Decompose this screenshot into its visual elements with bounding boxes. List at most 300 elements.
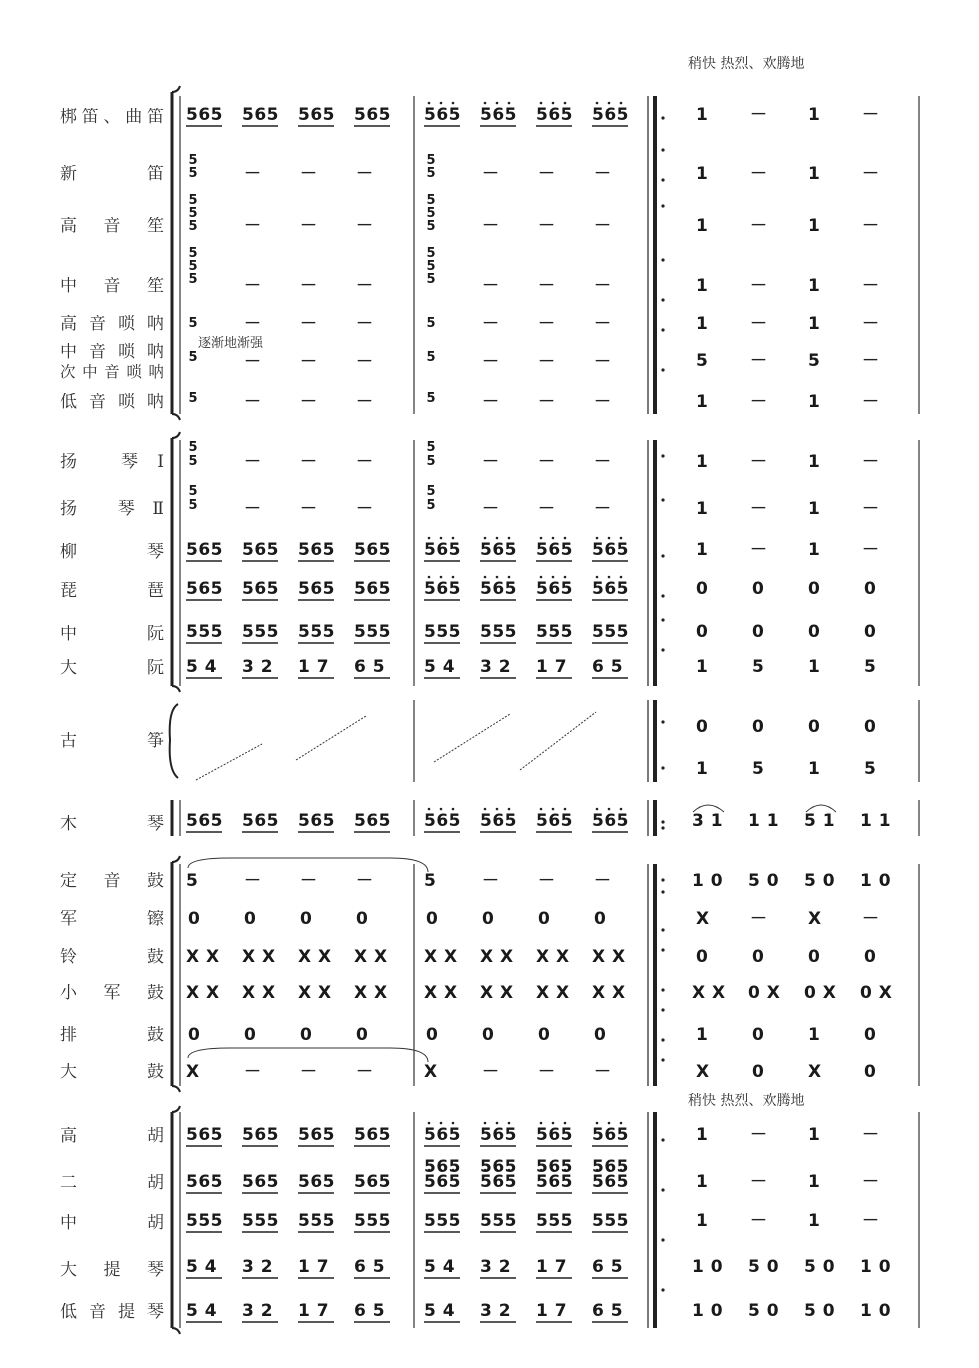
chord-note: 5: [426, 498, 436, 513]
zheng-note: 0: [696, 717, 709, 737]
sustain-dash: －: [482, 314, 499, 334]
note-group: 555: [592, 1211, 629, 1231]
bass-pair: 5 0: [748, 1301, 780, 1321]
sustain-dash: －: [750, 216, 767, 236]
note-third: 1: [808, 540, 821, 560]
hit-pair: X X: [480, 983, 514, 1003]
repeat-dot: [484, 576, 487, 579]
repeat-dot: [496, 537, 499, 540]
zheng-note: 0: [752, 717, 765, 737]
sustain-dash: －: [538, 314, 555, 334]
note-third: 1: [808, 164, 821, 184]
hit-pair: X X: [242, 947, 276, 967]
zheng-bass: 1: [808, 759, 821, 779]
sustain-dash: －: [482, 499, 499, 519]
hit-pair: X X: [424, 983, 458, 1003]
chord-note: 5: [426, 454, 436, 469]
note-third: 1: [696, 164, 709, 184]
instrument-guzheng: 古 筝: [60, 732, 164, 750]
sustain-dash: －: [300, 164, 317, 184]
instrument-dingyingu: 定 音 鼓: [60, 872, 164, 890]
note-third: 1: [696, 276, 709, 296]
note-group: 565: [592, 540, 629, 560]
note-pair: 5 4: [424, 1301, 456, 1321]
repeat-dot: [661, 554, 664, 557]
repeat-dot: [508, 1122, 511, 1125]
pipa-note: 0: [808, 579, 821, 599]
note-group: 555: [298, 1211, 335, 1231]
repeat-dot: [661, 148, 664, 151]
repeat-dot: [661, 820, 664, 823]
sustain-dash: －: [244, 352, 261, 372]
timpani-note: 5: [424, 871, 437, 891]
note-group: 565: [186, 540, 223, 560]
repeat-dot: [564, 808, 567, 811]
rest-zero: 0: [188, 1025, 201, 1045]
sustain-dash: －: [538, 499, 555, 519]
repeat-dot: [661, 1058, 664, 1061]
chord-note: 5: [426, 316, 436, 331]
repeat-dot: [620, 102, 623, 105]
paigu-note: 1: [808, 1025, 821, 1045]
repeat-dot: [620, 576, 623, 579]
note-pair: 3 2: [480, 657, 512, 677]
instrument-yangqin-2: 扬 琴Ⅱ: [60, 500, 164, 518]
xylophone-pair: 1 1: [748, 811, 780, 831]
sustain-dash: －: [300, 314, 317, 334]
snare-hit: 0 X: [860, 983, 893, 1003]
note-third: 1: [696, 105, 709, 125]
repeat-dot: [540, 102, 543, 105]
bass-drum-hit: X: [808, 1062, 822, 1082]
note-pair: 6 5: [354, 657, 386, 677]
repeat-dot: [596, 1122, 599, 1125]
instrument-muqin: 木 琴: [60, 815, 164, 833]
sustain-dash: －: [750, 1125, 767, 1145]
sustain-dash: －: [862, 909, 879, 929]
repeat-dot: [661, 1188, 664, 1191]
zheng-note: 0: [808, 717, 821, 737]
note-third: 1: [696, 540, 709, 560]
note-group: 565: [536, 105, 573, 125]
repeat-dot: [661, 948, 664, 951]
note-group: 555: [480, 1211, 517, 1231]
repeat-dot: [661, 328, 664, 331]
bass-note: 1: [808, 657, 821, 677]
rest-zero: 0: [538, 1025, 551, 1045]
note-third: 1: [808, 392, 821, 412]
rest-zero: 0: [752, 947, 765, 967]
sustain-dash: －: [750, 452, 767, 472]
note-third: 1: [808, 276, 821, 296]
sustain-dash: －: [750, 909, 767, 929]
zheng-note: 0: [864, 717, 877, 737]
note-group: 565: [298, 579, 335, 599]
sustain-dash: －: [300, 499, 317, 519]
repeat-dot: [661, 890, 664, 893]
repeat-dot: [552, 576, 555, 579]
instrument-erhu: 二 胡: [60, 1174, 164, 1192]
repeat-dot: [661, 204, 664, 207]
sustain-dash: －: [244, 499, 261, 519]
bass-pair: 5 0: [804, 1301, 836, 1321]
note-pair: 3 2: [480, 1301, 512, 1321]
timpani-pair: 5 0: [804, 871, 836, 891]
instrument-dagu: 大 鼓: [60, 1063, 164, 1081]
sustain-dash: －: [244, 164, 261, 184]
note-pair: 5 4: [424, 657, 456, 677]
timpani-pair: 1 0: [860, 871, 892, 891]
note-group: 555: [424, 622, 461, 642]
note-third: 1: [696, 499, 709, 519]
note-group: 565: [298, 1125, 335, 1145]
rest-zero: 0: [356, 909, 369, 929]
note-group: 565: [186, 105, 223, 125]
chord-note: 5: [188, 166, 198, 181]
sustain-dash: －: [862, 105, 879, 125]
note-third: 1: [808, 1125, 821, 1145]
note-third: 1: [696, 1211, 709, 1231]
sustain-dash: －: [356, 276, 373, 296]
rest-zero: 0: [244, 909, 257, 929]
sustain-dash: －: [594, 871, 611, 891]
xylophone-pair: 1 1: [860, 811, 892, 831]
note-group: 565: [354, 1172, 391, 1192]
chord-note: 5: [188, 440, 198, 455]
note-group: 565: [186, 1125, 223, 1145]
repeat-dot: [552, 102, 555, 105]
sustain-dash: －: [538, 164, 555, 184]
repeat-dot: [508, 537, 511, 540]
sustain-dash: －: [244, 392, 261, 412]
repeat-dot: [508, 576, 511, 579]
paigu-note: 0: [864, 1025, 877, 1045]
chord-note: 5: [426, 246, 436, 261]
note-group: 565: [242, 105, 279, 125]
note-third: 1: [808, 314, 821, 334]
note-pair: 1 7: [298, 1257, 330, 1277]
rest-zero: 0: [188, 909, 201, 929]
repeat-dot: [661, 1288, 664, 1291]
cymbal-hit: X: [696, 909, 710, 929]
sustain-dash: －: [538, 1062, 555, 1082]
hit-pair: X X: [354, 947, 388, 967]
chord-note: 5: [188, 246, 198, 261]
sustain-dash: －: [356, 392, 373, 412]
hit-pair: X X: [480, 947, 514, 967]
note-group: 565: [480, 105, 517, 125]
rest-zero: 0: [482, 909, 495, 929]
hit-pair: X X: [536, 983, 570, 1003]
repeat-dot: [508, 102, 511, 105]
note-third: 1: [696, 1125, 709, 1145]
sustain-dash: －: [482, 392, 499, 412]
sustain-dash: －: [244, 314, 261, 334]
repeat-dot: [564, 1122, 567, 1125]
repeat-dot: [596, 808, 599, 811]
sustain-dash: －: [750, 540, 767, 560]
sustain-dash: －: [862, 1211, 879, 1231]
zheng-bass: 1: [696, 759, 709, 779]
note-group: 565: [592, 811, 629, 831]
note-group: 565: [536, 1125, 573, 1145]
hit-pair: X X: [592, 983, 626, 1003]
note-third: 1: [808, 1172, 821, 1192]
repeat-dot: [661, 720, 664, 723]
repeat-dot: [440, 1122, 443, 1125]
chord-note: 5: [426, 484, 436, 499]
hit-pair: X X: [242, 983, 276, 1003]
repeat-dot: [496, 576, 499, 579]
repeat-dot: [661, 928, 664, 931]
bass-drum-note: X: [424, 1062, 438, 1082]
note-group: 565: [242, 811, 279, 831]
repeat-dot: [540, 808, 543, 811]
sustain-dash: －: [244, 1062, 261, 1082]
sustain-dash: －: [594, 392, 611, 412]
note-group: 555: [298, 622, 335, 642]
instrument-zhongyin-sheng: 中 音 笙: [60, 277, 164, 295]
note-group: 565: [480, 1125, 517, 1145]
sustain-dash: －: [300, 871, 317, 891]
chord-note: 5: [426, 193, 436, 208]
instrument-linggu: 铃 鼓: [60, 948, 164, 966]
sustain-dash: －: [300, 352, 317, 372]
instrument-diyin-suona: 低 音 唢 呐: [60, 393, 164, 411]
note-group: 565: [592, 1125, 629, 1145]
note-third: 5: [696, 351, 709, 371]
sustain-dash: －: [244, 452, 261, 472]
note-third: 5: [808, 351, 821, 371]
sustain-dash: －: [862, 1172, 879, 1192]
chord-note: 5: [426, 219, 436, 234]
note-group: 555: [186, 622, 223, 642]
sustain-dash: －: [750, 499, 767, 519]
sustain-dash: －: [356, 1062, 373, 1082]
rest-zero: 0: [244, 1025, 257, 1045]
pipa-note: 0: [864, 579, 877, 599]
rest-zero: 0: [300, 909, 313, 929]
repeat-dot: [608, 1122, 611, 1125]
repeat-dot: [440, 102, 443, 105]
instrument-juncha: 军 镲: [60, 910, 164, 928]
rest-zero: 0: [356, 1025, 369, 1045]
repeat-dot: [661, 594, 664, 597]
repeat-dot: [596, 576, 599, 579]
rest-zero: 0: [482, 1025, 495, 1045]
timpani-pair: 5 0: [748, 871, 780, 891]
hit-pair: X X: [354, 983, 388, 1003]
note-group: 565: [186, 1172, 223, 1192]
note-third: 1: [808, 105, 821, 125]
repeat-dot: [661, 1008, 664, 1011]
note-group: 565: [298, 811, 335, 831]
repeat-dot: [620, 808, 623, 811]
bass-note: 5: [752, 657, 765, 677]
instrument-xiaojungu: 小 军 鼓: [60, 984, 164, 1002]
note-group: 565: [298, 540, 335, 560]
note-group: 565: [354, 105, 391, 125]
sustain-dash: －: [594, 499, 611, 519]
rest-zero: 0: [538, 909, 551, 929]
note-pair: 6 5: [354, 1257, 386, 1277]
chord-note: 5: [188, 272, 198, 287]
chord-note: 5: [426, 350, 436, 365]
ruan-note: 0: [864, 622, 877, 642]
note-pair: 1 7: [536, 657, 568, 677]
sustain-dash: －: [862, 351, 879, 371]
repeat-dot: [661, 116, 664, 119]
sustain-dash: －: [862, 1125, 879, 1145]
sustain-dash: －: [750, 164, 767, 184]
xylophone-pair: 5 1: [804, 811, 836, 831]
instrument-gaohu: 高 胡: [60, 1127, 164, 1145]
repeat-dot: [452, 537, 455, 540]
note-pair: 5 4: [186, 1257, 218, 1277]
bass-drum-note: X: [186, 1062, 200, 1082]
note-group-upper: 565: [480, 1157, 517, 1177]
repeat-dot: [508, 808, 511, 811]
repeat-dot: [661, 1238, 664, 1241]
note-group: 565: [424, 1172, 461, 1192]
repeat-dot: [496, 1122, 499, 1125]
instrument-zhongruan: 中 阮: [60, 625, 164, 643]
repeat-dot: [608, 576, 611, 579]
repeat-dot: [452, 102, 455, 105]
rest-zero: 0: [594, 909, 607, 929]
chord-note: 5: [426, 206, 436, 221]
instrument-gaoyin-sheng: 高 音 笙: [60, 217, 164, 235]
sustain-dash: －: [356, 452, 373, 472]
sustain-dash: －: [862, 314, 879, 334]
sustain-dash: －: [482, 216, 499, 236]
instrument-zhongyin-suona: 中 音 唢 呐: [60, 343, 164, 361]
repeat-dot: [452, 1122, 455, 1125]
ruan-note: 0: [752, 622, 765, 642]
snare-hit: X X: [692, 983, 726, 1003]
sustain-dash: －: [594, 276, 611, 296]
note-group: 555: [354, 622, 391, 642]
note-group: 565: [242, 579, 279, 599]
sustain-dash: －: [750, 314, 767, 334]
note-pair: 5 4: [186, 657, 218, 677]
note-group: 555: [536, 622, 573, 642]
note-group: 565: [480, 811, 517, 831]
instrument-zhonghu: 中 胡: [60, 1214, 164, 1232]
rest-zero: 0: [696, 947, 709, 967]
repeat-dot: [484, 1122, 487, 1125]
repeat-dot: [428, 576, 431, 579]
sustain-dash: －: [750, 1172, 767, 1192]
sustain-dash: －: [244, 276, 261, 296]
rest-zero: 0: [864, 1062, 877, 1082]
sustain-dash: －: [862, 540, 879, 560]
hit-pair: X X: [186, 983, 220, 1003]
dynamic-crescendo: 逐渐地渐强: [198, 336, 264, 351]
hit-pair: X X: [536, 947, 570, 967]
repeat-dot: [440, 808, 443, 811]
paigu-note: 1: [696, 1025, 709, 1045]
instrument-cizhongyin-suona: 次中音唢呐: [60, 363, 164, 381]
note-group: 565: [536, 579, 573, 599]
note-third: 1: [696, 216, 709, 236]
repeat-dot: [564, 102, 567, 105]
note-pair: 1 7: [536, 1301, 568, 1321]
repeat-dot: [540, 1122, 543, 1125]
sustain-dash: －: [594, 314, 611, 334]
repeat-dot: [440, 537, 443, 540]
sustain-dash: －: [750, 351, 767, 371]
sustain-dash: －: [862, 452, 879, 472]
bass-pair: 1 0: [692, 1301, 724, 1321]
sustain-dash: －: [750, 392, 767, 412]
bass-pair: 1 0: [860, 1301, 892, 1321]
note-pair: 5 4: [424, 1257, 456, 1277]
note-third: 1: [696, 452, 709, 472]
instrument-pipa: 琵 琶: [60, 582, 164, 600]
repeat-dot: [540, 537, 543, 540]
note-group: 565: [536, 811, 573, 831]
repeat-dot: [440, 576, 443, 579]
note-third: 1: [696, 1172, 709, 1192]
note-group: 565: [242, 1172, 279, 1192]
rest-zero: 0: [752, 1062, 765, 1082]
sustain-dash: －: [482, 1062, 499, 1082]
note-group: 565: [536, 540, 573, 560]
repeat-dot: [540, 576, 543, 579]
instrument-diyintiqin: 低音提琴: [60, 1303, 164, 1321]
note-pair: 6 5: [354, 1301, 386, 1321]
repeat-dot: [661, 766, 664, 769]
note-group: 565: [424, 1125, 461, 1145]
sustain-dash: －: [300, 1062, 317, 1082]
note-group: 565: [186, 811, 223, 831]
note-pair: 3 2: [480, 1257, 512, 1277]
sustain-dash: －: [538, 871, 555, 891]
repeat-dot: [620, 537, 623, 540]
sustain-dash: －: [300, 392, 317, 412]
chord-note: 5: [426, 440, 436, 455]
note-group: 565: [480, 1172, 517, 1192]
sustain-dash: －: [356, 499, 373, 519]
repeat-dot: [608, 537, 611, 540]
repeat-dot: [496, 808, 499, 811]
sustain-dash: －: [750, 1211, 767, 1231]
note-pair: 3 2: [242, 1257, 274, 1277]
sustain-dash: －: [482, 276, 499, 296]
cello-pair: 1 0: [692, 1257, 724, 1277]
note-pair: 6 5: [592, 1301, 624, 1321]
repeat-dot: [661, 178, 664, 181]
pipa-note: 0: [752, 579, 765, 599]
sustain-dash: －: [244, 216, 261, 236]
sustain-dash: －: [538, 352, 555, 372]
snare-hit: 0 X: [748, 983, 781, 1003]
repeat-dot: [661, 1038, 664, 1041]
note-group: 565: [298, 1172, 335, 1192]
sustain-dash: －: [482, 452, 499, 472]
note-group: 565: [354, 811, 391, 831]
note-group: 555: [242, 1211, 279, 1231]
repeat-dot: [661, 826, 664, 829]
note-group: 565: [242, 1125, 279, 1145]
instrument-gaoyin-suona: 高音唢呐: [60, 315, 164, 333]
chord-note: 5: [188, 484, 198, 499]
repeat-dot: [608, 102, 611, 105]
repeat-dot: [552, 1122, 555, 1125]
chord-note: 5: [426, 153, 436, 168]
repeat-dot: [620, 1122, 623, 1125]
